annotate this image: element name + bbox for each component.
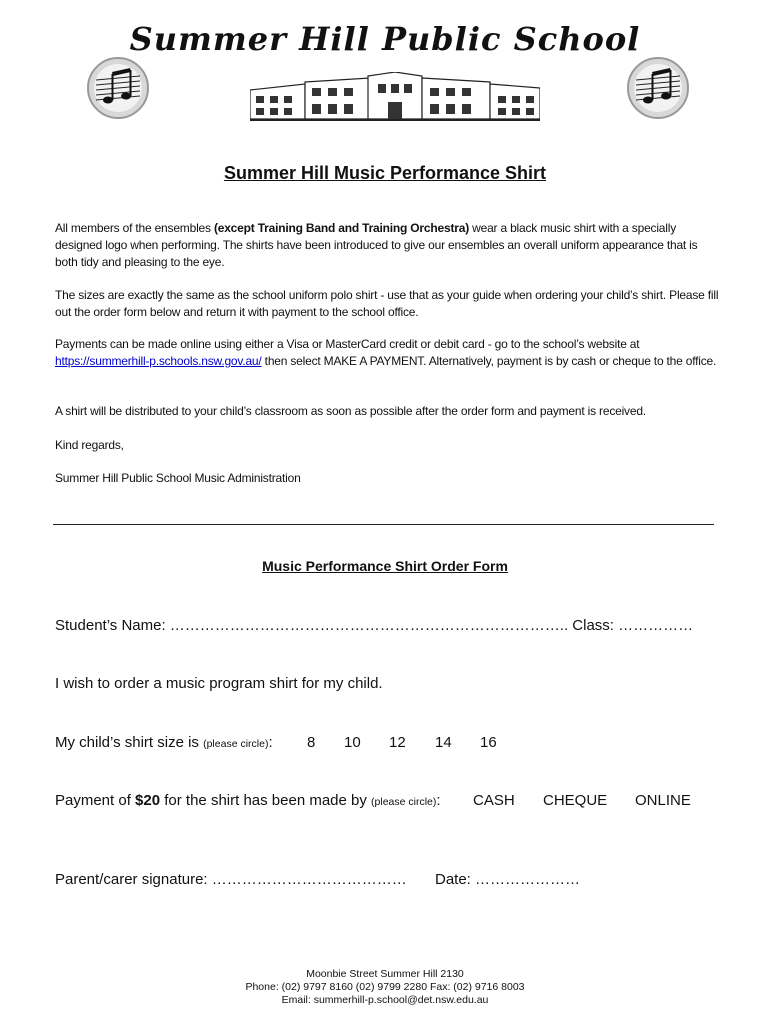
signature-field[interactable]: Parent/carer signature: ………………………………… <box>55 871 407 888</box>
payment-label-b: for the shirt has been made by <box>160 792 372 809</box>
intro-p3-text-b: then select MAKE A PAYMENT. Alternatively, payment is by cash or cheque to the office. <box>261 354 717 368</box>
intro-p1-bold: (except Training Band and Training Orchestra) <box>213 221 469 235</box>
payment-hint: (please circle) <box>371 796 437 808</box>
shirt-size-hint: (please circle) <box>203 738 269 750</box>
intro-paragraph-4: A shirt will be distributed to your child’s classroom as soon as possible after the order form and payment is received. <box>55 404 646 418</box>
music-notes-logo-right <box>626 56 690 120</box>
intro-signoff: Summer Hill Public School Music Administration <box>55 471 301 485</box>
intro-p1-text-b: wear a black music shirt with a specially designed logo when performing. The shirts have been introduced to give our ensembles an overall uniform appearance that is both tidy and pleasing to the eye. <box>55 221 698 269</box>
school-name-heading: Summer Hill Public School <box>129 20 641 58</box>
intro-kind-regards: Kind regards, <box>55 438 124 452</box>
intro-paragraph-3 <box>55 336 720 370</box>
student-name-field[interactable]: Student’s Name: …………………………………………………………………….. Class: …………… <box>55 617 694 634</box>
size-option-16[interactable]: 16 <box>480 734 497 751</box>
wish-statement: I wish to order a music program shirt for my child. <box>55 675 383 692</box>
page-title: Summer Hill Music Performance Shirt <box>223 163 547 183</box>
intro-p1-text-a: All members of the ensembles <box>55 221 214 235</box>
intro-paragraph-1 <box>55 220 720 271</box>
payment-colon: : <box>436 792 441 809</box>
date-field[interactable]: Date: ………………… <box>435 871 581 888</box>
school-website-link[interactable]: https://summerhill-p.schools.nsw.gov.au/ <box>55 354 262 368</box>
intro-p3-text-a: Payments can be made online using either a Visa or MasterCard credit or debit card - go to the school’s website at <box>55 337 640 351</box>
school-building-illustration <box>250 72 540 122</box>
footer-address: Moonbie Street Summer Hill 2130 <box>306 968 464 980</box>
shirt-size-colon: : <box>268 734 273 751</box>
order-form-title: Music Performance Shirt Order Form <box>262 558 508 574</box>
shirt-size-row <box>55 734 273 751</box>
intro-paragraph-2: The sizes are exactly the same as the school uniform polo shirt - use that as your guide when ordering your child’s shirt. Please fill out the order form below and return it with payment to the school office. <box>55 288 719 319</box>
section-divider <box>53 524 714 525</box>
music-notes-logo-left <box>86 56 150 120</box>
payment-option-cheque[interactable]: CHEQUE <box>543 792 608 809</box>
size-option-14[interactable]: 14 <box>435 734 452 751</box>
payment-option-cash[interactable]: CASH <box>473 792 515 809</box>
shirt-size-label: My child’s shirt size is <box>55 734 204 751</box>
size-option-12[interactable]: 12 <box>389 734 406 751</box>
payment-amount: $20 <box>135 792 161 809</box>
footer <box>0 968 770 1007</box>
size-option-10[interactable]: 10 <box>344 734 361 751</box>
size-option-8[interactable]: 8 <box>307 734 316 751</box>
payment-row <box>55 792 441 809</box>
footer-phone: Phone: (02) 9797 8160 (02) 9799 2280 Fax: (02) 9716 8003 <box>245 981 525 993</box>
payment-label-a: Payment of <box>55 792 136 809</box>
footer-email: Email: summerhill-p.school@det.nsw.edu.au <box>281 994 489 1006</box>
payment-option-online[interactable]: ONLINE <box>635 792 691 809</box>
